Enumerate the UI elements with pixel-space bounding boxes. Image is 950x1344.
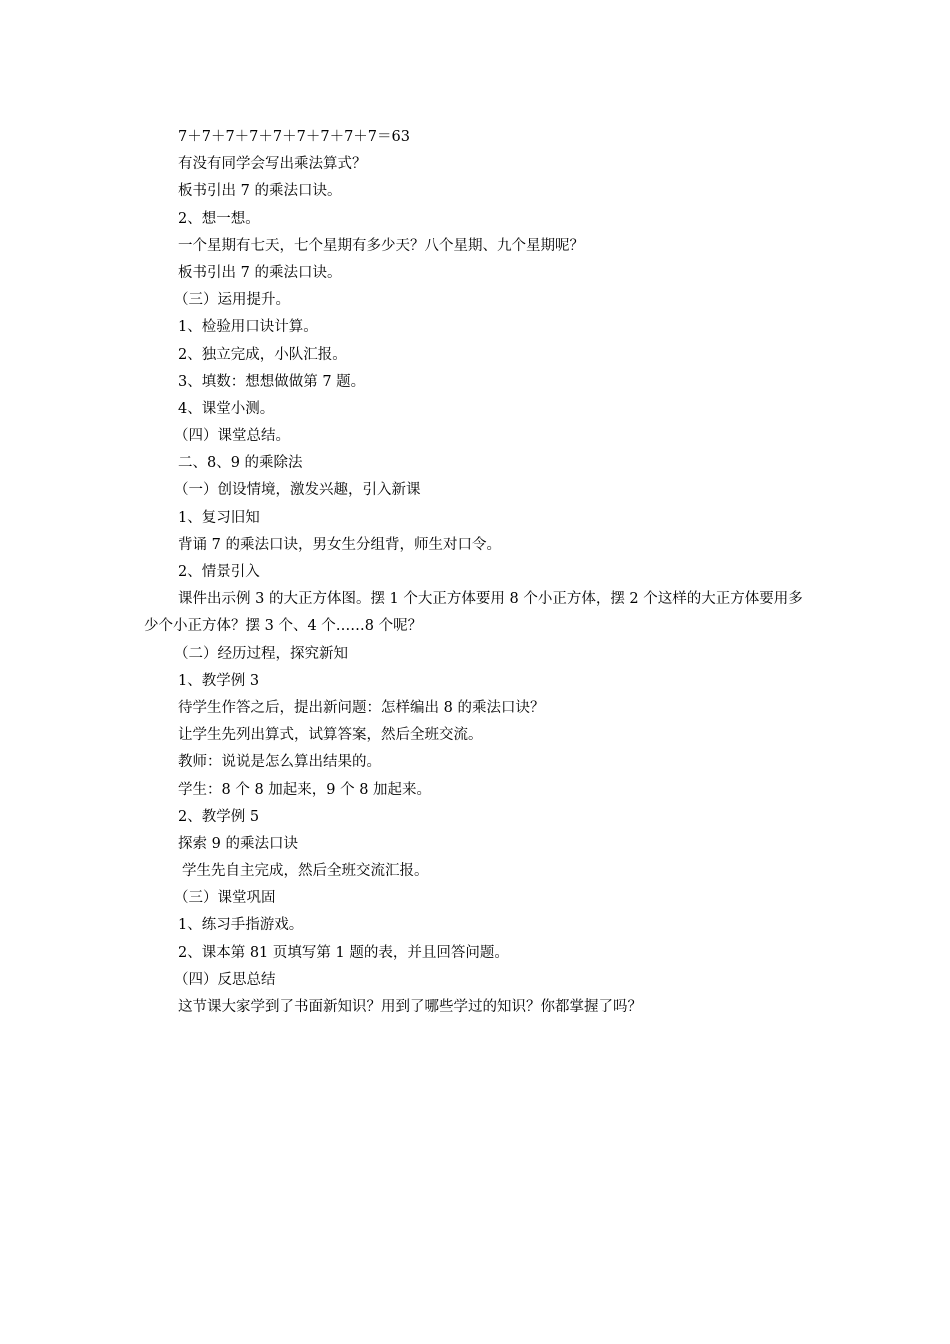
section-heading: 二、8、9 的乘除法 [178, 455, 303, 472]
text-line: 板书引出 7 的乘法口诀。 [178, 183, 342, 200]
text-line: 一个星期有七天，七个星期有多少天？八个星期、九个星期呢？ [178, 237, 584, 254]
text-line: 待学生作答之后，提出新问题：怎样编出 8 的乘法口诀？ [178, 699, 545, 716]
text-line: 2、情景引入 [178, 564, 260, 580]
text-line: 2、独立完成，小队汇报。 [178, 346, 347, 363]
text-line: 背诵 7 的乘法口诀，男女生分组背，师生对口令。 [178, 536, 501, 553]
text-line: 4、课堂小测。 [178, 400, 275, 417]
text-line: 3、填数：想想做做第 7 题。 [178, 373, 366, 390]
text-line: 1、教学例 3 [178, 672, 260, 689]
section-heading: （四）课堂总结。 [174, 428, 290, 445]
text-line: 有没有同学会写出乘法算式？ [178, 156, 367, 173]
section-heading: （一）创设情境，激发兴趣，引入新课 [174, 482, 421, 499]
section-heading: （三）课堂巩固 [174, 890, 276, 907]
text-line: 学生：8 个 8 加起来，9 个 8 加起来。 [178, 781, 432, 798]
paragraph: 课件出示例 3 的大正方体图。摆 1 个大正方体要用 8 个小正方体，摆 2 个这样的大正方体要用多少个小正方体？摆 3 个、4 个……8 个呢？ [144, 591, 803, 635]
document-body [144, 124, 804, 1021]
text-line: 2、课本第 81 页填写第 1 题的表，并且回答问题。 [178, 944, 509, 961]
text-line: 这节课大家学到了书面新知识？用到了哪些学过的知识？你都掌握了吗？ [178, 999, 642, 1016]
text-line: 1、练习手指游戏。 [178, 917, 304, 934]
section-heading: （二）经历过程，探究新知 [174, 645, 348, 662]
section-heading: （三）运用提升。 [174, 292, 290, 309]
text-line: 7＋7＋7＋7＋7＋7＋7＋7＋7＝63 [178, 129, 410, 145]
text-line: 让学生先列出算式，试算答案，然后全班交流。 [178, 727, 483, 744]
section-heading: （四）反思总结 [174, 971, 276, 988]
text-line: 1、复习旧知 [178, 509, 260, 526]
text-line: 学生先自主完成，然后全班交流汇报。 [182, 863, 429, 880]
text-line: 2、想一想。 [178, 210, 260, 227]
text-line: 1、检验用口诀计算。 [178, 319, 318, 336]
text-line: 板书引出 7 的乘法口诀。 [178, 264, 342, 281]
text-line: 探索 9 的乘法口诀 [178, 835, 298, 852]
text-line: 2、教学例 5 [178, 808, 260, 825]
text-line: 教师：说说是怎么算出结果的。 [178, 754, 381, 771]
